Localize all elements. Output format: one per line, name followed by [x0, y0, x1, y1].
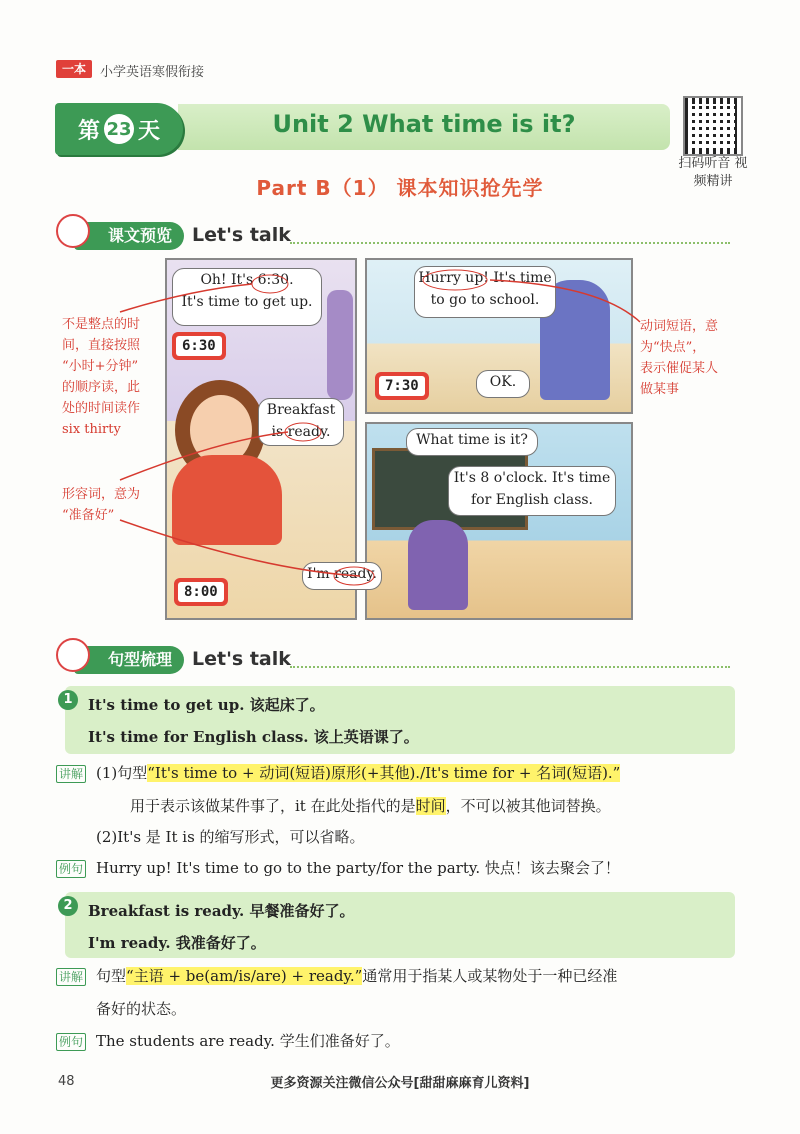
explanation-text: ，不可以被其他词替换。: [445, 797, 611, 815]
note-line: “小时+分钟”: [62, 359, 139, 374]
bubble-3-line-1: Hurry up! It's time: [418, 270, 552, 286]
note-line: 处的时间读作: [62, 401, 141, 416]
day-prefix: 第: [77, 118, 100, 144]
bubble-2-line-2: is ready.: [271, 424, 331, 440]
bubble-6-line-1: It's 8 o'clock. It's time: [453, 470, 611, 486]
explanation-text: 用于表示该做某件事了，it 在此处指代的是: [130, 797, 416, 815]
explanation-text: (1)句型: [96, 764, 148, 782]
explanation-2: (2)It's 是 It is 的缩写形式，可以省略。: [96, 828, 365, 846]
explanation-3-line2: 备好的状态。: [96, 1000, 187, 1018]
section-title-preview: Let's talk: [192, 224, 291, 246]
note-line: 为“快点”，: [640, 340, 706, 355]
note-line: six thirty: [62, 422, 121, 437]
explanation-1-line2: [130, 795, 611, 816]
bubble-1-line-2: It's time to get up.: [181, 294, 313, 310]
key-sentence-2b: I'm ready. 我准备好了。: [88, 934, 266, 952]
part-title: Part B（1） 课本知识抢先学: [256, 176, 544, 200]
day-suffix: 天: [138, 118, 161, 144]
divider: [290, 666, 730, 668]
example-tag: 例句: [56, 1033, 86, 1051]
clock-1-time: 6:30: [176, 336, 222, 356]
unit-title: Unit 2 What time is it?: [272, 110, 576, 138]
bubble-3-line-2: to go to school.: [430, 292, 540, 308]
series-title: 小学英语寒假衔接: [100, 65, 205, 80]
note-line: 不是整点的时: [62, 317, 141, 332]
page-number: 48: [58, 1074, 75, 1089]
note-line: 做某事: [640, 382, 680, 397]
note-hurry-up: [640, 316, 718, 400]
highlight-pattern: “主语 + be(am/is/are) + ready.”: [126, 967, 363, 985]
bubble-6-line-2: for English class.: [470, 492, 594, 508]
note-line: 动词短语，意: [640, 319, 719, 334]
key-sentence-1a: It's time to get up. 该起床了。: [88, 696, 325, 714]
example-tag: 例句: [56, 860, 86, 878]
day-number: 23: [104, 114, 134, 144]
qr-label: 扫码听音 视频精讲: [678, 156, 748, 189]
speech-bubble-4: OK.: [476, 370, 530, 398]
explanation-text: 句型: [96, 967, 127, 985]
section-badge-sentences: 句型梳理: [74, 646, 184, 674]
note-line: “准备好”: [62, 508, 115, 523]
speech-bubble-7: I'm ready.: [302, 562, 382, 590]
note-ready: [62, 484, 140, 526]
highlight-pattern: “It's time to + 动词(短语)原形(+其他)./It's time for + 名词(短语).”: [147, 764, 621, 782]
clock-2-time: 7:30: [379, 376, 425, 396]
point-number-2: 2: [58, 896, 78, 916]
brand-logo: 一本: [56, 60, 92, 78]
bubble-1-line-1: Oh! It's 6:30.: [200, 272, 294, 288]
example-1: Hurry up! It's time to go to the party/for the party. 快点！该去聚会了！: [96, 859, 620, 877]
key-sentence-2a: Breakfast is ready. 早餐准备好了。: [88, 902, 355, 920]
note-line: 的顺序读，此: [62, 380, 141, 395]
explain-tag: 讲解: [56, 968, 86, 986]
clock-3-time: 8:00: [178, 582, 224, 602]
key-sentence-1b: It's time for English class. 该上英语课了。: [88, 728, 419, 746]
explanation-text: 通常用于指某人或某物处于一种已经准: [362, 967, 618, 985]
note-time-reading: [62, 314, 140, 440]
explain-tag: 讲解: [56, 765, 86, 783]
footer-note: 更多资源关注微信公众号[甜甜麻麻育儿资料]: [270, 1076, 530, 1091]
highlight-word: 时间: [415, 797, 446, 815]
bubble-2-line-1: Breakfast: [266, 402, 336, 418]
section-badge-preview: 课文预览: [74, 222, 184, 250]
speech-bubble-5: What time is it?: [406, 428, 538, 456]
note-line: 表示催促某人: [640, 361, 719, 376]
section-title-sentences: Let's talk: [192, 648, 291, 670]
example-2: The students are ready. 学生们准备好了。: [96, 1032, 400, 1050]
snowman-icon: [56, 638, 90, 672]
explanation-1: [96, 762, 620, 783]
note-line: 形容词，意为: [62, 487, 141, 502]
note-line: 间，直接按照: [62, 338, 141, 353]
explanation-3: [96, 965, 617, 986]
point-number-1: 1: [58, 690, 78, 710]
